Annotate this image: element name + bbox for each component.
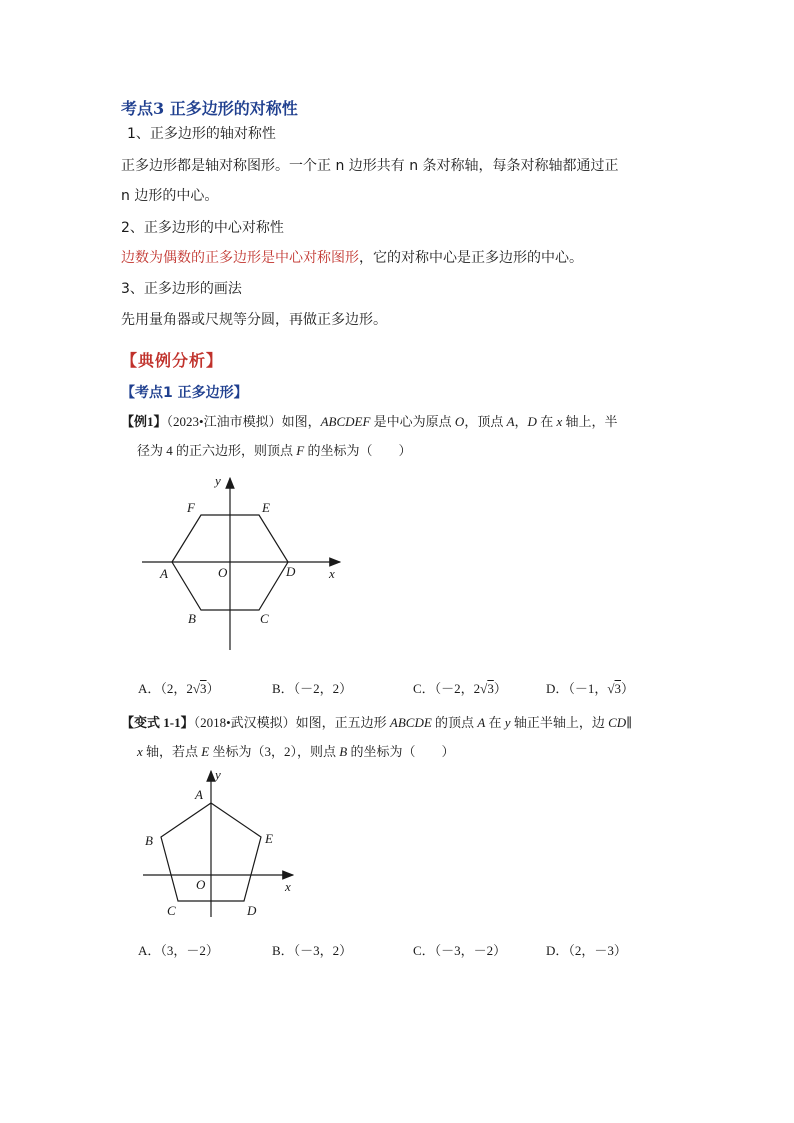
label-B: B	[145, 833, 153, 848]
ex1-option-b[interactable]: B．（－2，2）	[272, 681, 353, 696]
variant1-tag: 【变式 1-1】	[121, 715, 194, 730]
t: A．（2，2	[138, 681, 193, 696]
s1-title: 1、正多边形的轴对称性	[127, 126, 276, 142]
label-B: B	[188, 611, 196, 626]
var1-option-d[interactable]: D．（2，－3）	[546, 943, 627, 958]
label-D: D	[247, 903, 257, 918]
label-F: F	[187, 500, 195, 515]
var1-option-c[interactable]: C．（－3，－2）	[413, 943, 507, 958]
sqrt-sign: √	[192, 681, 201, 696]
t: 的坐标为（ ）	[304, 443, 412, 458]
var1-option-b[interactable]: B．（－3，2）	[272, 943, 353, 958]
section-title: 【典例分析】	[121, 351, 224, 370]
example1-line2	[137, 440, 411, 459]
var1-option-a[interactable]: A．（3，－2）	[138, 943, 219, 958]
t: 径为 4 的正六边形，则顶点	[137, 443, 297, 458]
t: x	[137, 744, 143, 759]
s3-line: 先用量角器或尺规等分圆，再做正多边形。	[121, 312, 387, 328]
label-y: y	[215, 767, 221, 782]
label-x: x	[285, 879, 291, 894]
t: 的坐标为（ ）	[347, 744, 455, 759]
t: D	[527, 414, 537, 429]
t: C．（－2，2	[413, 681, 481, 696]
t: （2023•江油市模拟）如图，	[166, 414, 321, 429]
t: （2018•武汉模拟）如图，正五边形	[193, 715, 390, 730]
t: 3	[614, 681, 622, 696]
s2-rest: ，它的对称中心是正多边形的中心。	[359, 250, 583, 266]
label-y: y	[215, 473, 221, 488]
ex1-option-d[interactable]	[546, 678, 634, 697]
t: ∥	[626, 715, 633, 730]
t: CD	[608, 715, 627, 730]
label-C: C	[260, 611, 269, 626]
label-O: O	[218, 565, 228, 580]
t: F	[296, 443, 305, 458]
t: 轴，若点	[142, 744, 202, 759]
t: A	[477, 715, 486, 730]
t: ，	[514, 414, 528, 429]
s2-line	[121, 247, 583, 267]
t: 坐标为（3，2），则点	[209, 744, 340, 759]
label-A: A	[160, 566, 168, 581]
label-E: E	[265, 831, 273, 846]
t: ）	[621, 681, 635, 696]
label-D: D	[286, 564, 296, 579]
label-A: A	[195, 787, 203, 802]
ex1-option-c[interactable]	[413, 678, 507, 697]
label-E: E	[262, 500, 270, 515]
s1-line2: n 边形的中心。	[121, 188, 219, 204]
hexagon-figure	[130, 470, 360, 660]
t: ）	[206, 681, 220, 696]
t: 3	[200, 681, 207, 696]
t: ）	[493, 681, 507, 696]
variant1-line1	[121, 712, 632, 731]
t: 在	[536, 414, 557, 429]
s1-line1: 正多边形都是轴对称图形。一个正 n 边形共有 n 条对称轴，每条对称轴都通过正	[121, 158, 619, 174]
label-C: C	[167, 903, 176, 918]
t: ABCDE	[389, 715, 432, 730]
t: 轴正半轴上，边	[510, 715, 609, 730]
t: D．（－1，	[546, 681, 608, 696]
t: B	[339, 744, 348, 759]
t: x	[556, 414, 563, 429]
pentagon-figure	[135, 765, 305, 925]
t: ABCDEF	[320, 414, 371, 429]
t: y	[504, 715, 511, 730]
t: 是中心为原点	[370, 414, 455, 429]
s3-title: 3、正多边形的画法	[121, 281, 242, 297]
sqrt-sign: √	[480, 681, 488, 696]
t: 在	[485, 715, 505, 730]
example1-tag: 【例1】	[121, 414, 167, 429]
t: ，顶点	[464, 414, 507, 429]
subtopic-title: 【考点1 正多边形】	[121, 385, 248, 401]
label-O: O	[196, 877, 206, 892]
label-x: x	[329, 566, 335, 581]
topic-heading: 考点3 正多边形的对称性	[121, 99, 298, 118]
s2-highlight: 边数为偶数的正多边形是中心对称图形	[121, 250, 359, 266]
s2-title: 2、正多边形的中心对称性	[121, 220, 284, 236]
t: 3	[487, 681, 494, 696]
example1-line1	[121, 411, 618, 430]
t: O	[454, 414, 465, 429]
sqrt-sign: √	[607, 681, 615, 696]
variant1-line2	[137, 741, 454, 760]
t: A	[506, 414, 515, 429]
ex1-option-a[interactable]	[138, 678, 220, 697]
t: 轴上，半	[562, 414, 618, 429]
t: 的顶点	[431, 715, 478, 730]
t: E	[201, 744, 210, 759]
